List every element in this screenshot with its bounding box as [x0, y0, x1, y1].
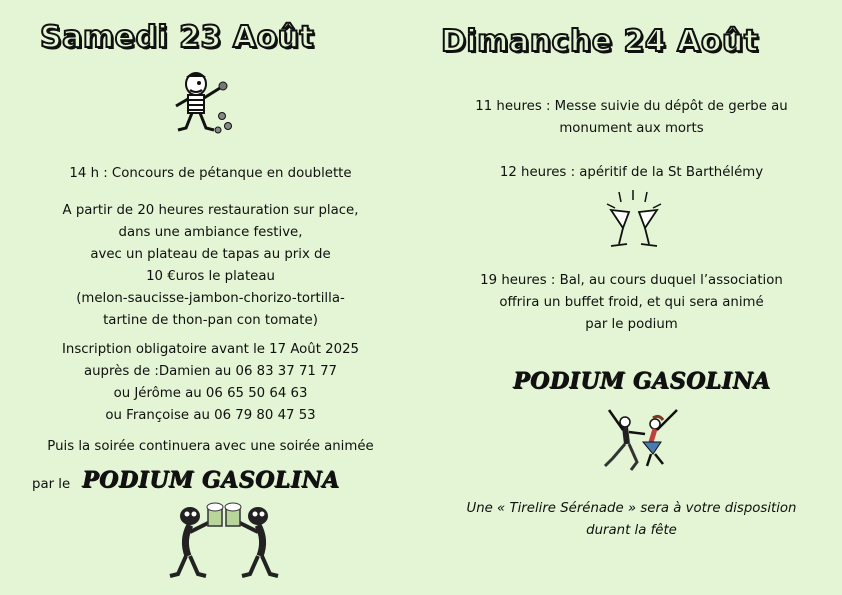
tirelire-line-1: Une « Tirelire Sérénade » sera à votre disposition	[466, 501, 797, 516]
mass-line-1: 11 heures : Messe suivie du dépôt de gerbe au	[475, 99, 788, 114]
evening-line-3: avec un plateau de tapas au prix de	[90, 247, 331, 262]
dancing-couple-icon	[601, 400, 681, 472]
evening-line-6: tartine de thon-pan con tomate)	[103, 313, 318, 328]
champagne-glasses-icon	[599, 190, 669, 252]
continue-line: Puis la soirée continuera avec une soirée animée	[47, 439, 374, 454]
sunday-panel	[421, 0, 842, 595]
evening-line-4: 10 €uros le plateau	[146, 269, 275, 284]
bleed-through-shadow	[70, 70, 94, 152]
aperitif-line: 12 heures : apéritif de la St Barthélémy	[499, 165, 764, 180]
evening-line-5: (melon-saucisse-jambon-chorizo-tortilla-	[76, 291, 345, 306]
saturday-title: Samedi 23 Août	[40, 20, 315, 55]
petanque-line: 14 h : Concours de pétanque en doublette	[69, 166, 352, 181]
band-name-sunday: PODIUM GASOLINA	[513, 368, 771, 394]
par-le-text: par le	[32, 477, 71, 492]
beer-friends-icon	[168, 500, 280, 582]
inscription-line-3: ou Jérôme au 06 65 50 64 63	[113, 386, 308, 401]
mass-line-2: monument aux morts	[559, 121, 704, 136]
evening-line-2: dans une ambiance festive,	[118, 225, 303, 240]
inscription-line-2: auprès de :Damien au 06 83 37 71 77	[83, 364, 338, 379]
evening-line-1: A partir de 20 heures restauration sur place,	[62, 203, 359, 218]
sunday-title: Dimanche 24 Août	[441, 24, 759, 59]
bal-line-2: offrira un buffet froid, et qui sera animé	[499, 295, 764, 310]
petanque-player-icon	[166, 66, 236, 138]
band-name-saturday: PODIUM GASOLINA	[82, 467, 340, 493]
inscription-line-1: Inscription obligatoire avant le 17 Août 2025	[61, 342, 360, 357]
tirelire-line-2: durant la fête	[586, 523, 677, 538]
bal-line-1: 19 heures : Bal, au cours duquel l’association	[480, 273, 783, 288]
bal-line-3: par le podium	[585, 317, 678, 332]
inscription-line-4: ou Françoise au 06 79 80 47 53	[105, 408, 316, 423]
